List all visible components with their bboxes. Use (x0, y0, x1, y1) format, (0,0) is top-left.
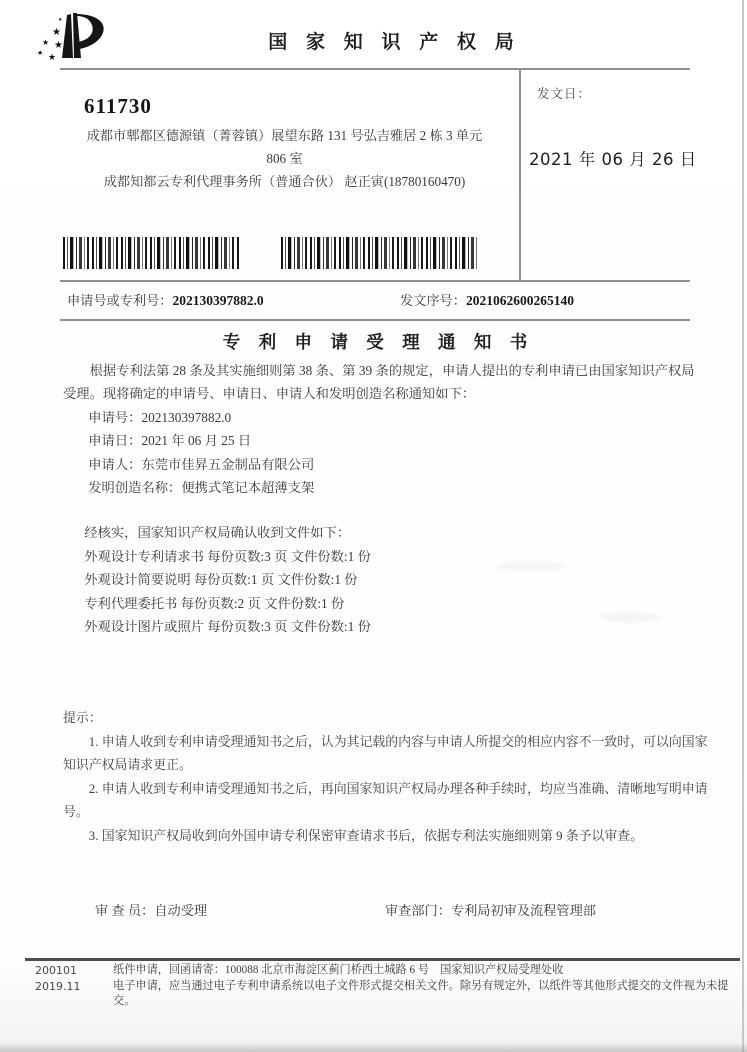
form-code: 200101 (35, 964, 77, 977)
scan-page-edge (742, 0, 744, 1052)
field-value: 便携式笔记本超薄支架 (181, 480, 315, 496)
field-label: 申请人： (88, 456, 142, 472)
document-row: 外观设计图片或照片 每份页数:3 页 文件份数:1 份 (84, 619, 371, 635)
office-name: 国 家 知 识 产 权 局 (268, 32, 521, 53)
application-fields (88, 406, 705, 500)
logo-star: ★ (37, 49, 44, 57)
issue-date-value: 2021 年 06 月 26 日 (529, 150, 697, 169)
signoff-row (95, 900, 715, 919)
scan-bottom-edge (0, 1043, 747, 1052)
department-label: 审查部门： (385, 903, 451, 918)
department-value: 专利局初审及流程管理部 (450, 903, 596, 918)
field-label: 发明创造名称： (88, 480, 182, 496)
received-intro: 经核实，国家知识产权局确认收到文件如下： (84, 525, 351, 541)
reference-bottom-rule (60, 319, 690, 321)
examiner-value: 自动受理 (154, 903, 208, 918)
address-line-2: 806 室 (266, 151, 303, 166)
reference-row (67, 290, 707, 309)
field-label: 申请日： (88, 433, 142, 449)
form-date: 2019.11 (35, 979, 81, 993)
hint-item-1: 1. 申请人收到专利申请受理通知书之后，认为其记载的内容与申请人所提交的相应内容不一致时，可以向国家知识产权局请求更正。 (63, 734, 708, 773)
logo-star: ★ (48, 52, 57, 62)
field-value: 2021 年 06 月 25 日 (141, 433, 252, 449)
barcode-serial (281, 237, 477, 269)
field-invention-title (88, 476, 705, 499)
serial-no: 2021062600265140 (465, 293, 574, 308)
document-row: 外观设计简要说明 每份页数:1 页 文件份数:1 份 (84, 572, 358, 588)
scan-artifact (600, 612, 660, 622)
intro-paragraph: 根据专利法第 28 条及其实施细则第 38 条、第 39 条的规定，申请人提出的专利申请已由国家知识产权局受理。现将确定的申请号、申请日、申请人和发明创造名称通知如下： (63, 363, 695, 402)
barcode-application (63, 237, 241, 269)
form-code-block (35, 963, 81, 994)
hints-label: 提示： (63, 711, 102, 725)
hint-item-2: 2. 申请人收到专利申请受理通知书之后，再向国家知识产权局办理各种手续时，均应当准确、清晰地写明申请号。 (63, 781, 708, 820)
barcode-bottom-rule (60, 280, 690, 282)
field-applicant (88, 453, 705, 476)
logo-star: ★ (42, 38, 50, 47)
scan-artifact (495, 562, 565, 571)
field-application-no (88, 406, 705, 429)
logo-star: ★ (54, 40, 63, 51)
application-no-label: 申请号或专利号： (67, 293, 173, 308)
field-value: 东莞市佳昇五金制品有限公司 (141, 456, 315, 472)
electronic-filing-note: 电子申请，应当通过电子专利申请系统以电子文件形式提交相关文件。除另有规定外，以纸件等其他形式提交的文件视为未提交。 (113, 979, 729, 1007)
issue-box-left-border (519, 68, 521, 281)
agency-line: 成都知都云专利代理事务所（普通合伙） 赵正寅(18780160470) (103, 174, 466, 189)
footer-notes (113, 963, 741, 1010)
recipient-address (52, 124, 517, 193)
paper-filing-note: 纸件申请，回函请寄：100088 北京市海淀区蓟门桥西土城路 6 号 国家知识产权局受理处收 (113, 964, 564, 976)
application-no: 202130397882.0 (172, 293, 264, 308)
examiner-label: 审 查 员： (95, 903, 155, 918)
document-row: 专利代理委托书 每份页数:2 页 文件份数:1 份 (84, 595, 345, 611)
field-label: 申请号： (88, 409, 142, 425)
logo-star: ★ (58, 18, 63, 23)
document-row: 外观设计专利请求书 每份页数:3 页 文件份数:1 份 (84, 548, 371, 564)
postal-code: 611730 (84, 94, 152, 118)
notice-body (63, 359, 705, 638)
hints-section (63, 707, 711, 849)
logo-star: ★ (52, 27, 61, 38)
field-application-date (88, 429, 705, 452)
footer-rule (25, 958, 740, 961)
address-line-1: 成都市郫都区德源镇（菁蓉镇）展望东路 131 号弘吉雅居 2 栋 3 单元 (86, 128, 483, 143)
header-rule (60, 68, 690, 70)
hint-item-3: 3. 国家知识产权局收到向外国申请专利保密审查请求书后，依据专利法实施细则第 9 条予以审查。 (88, 828, 644, 843)
serial-no-label: 发文序号： (400, 293, 466, 308)
field-value: 202130397882.0 (141, 409, 232, 425)
notice-title: 专 利 申 请 受 理 通 知 书 (222, 332, 535, 352)
issue-date-label: 发文日： (537, 87, 592, 101)
